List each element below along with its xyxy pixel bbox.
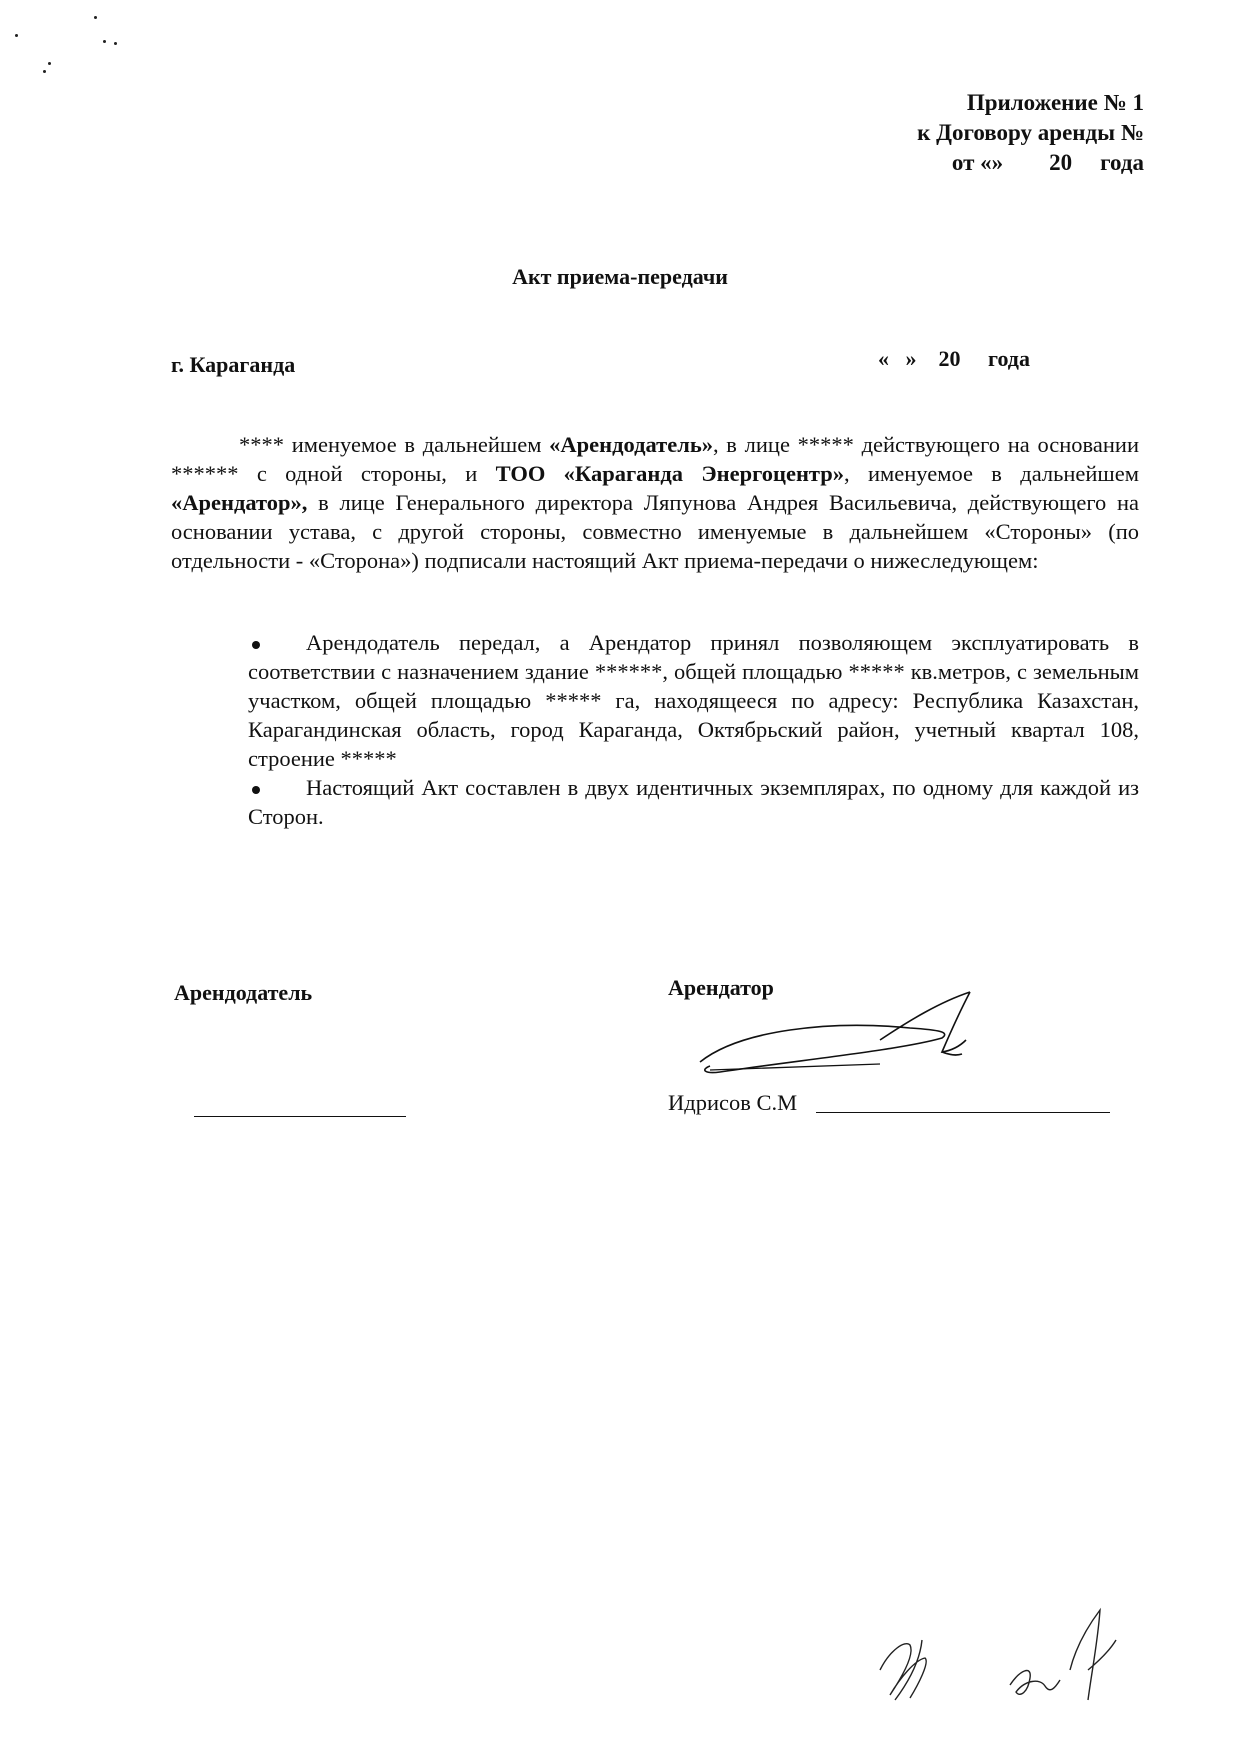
date-quotes: « »	[878, 346, 917, 371]
list-item-text: Арендодатель передал, а Арендатор принял позволяющем эксплуатировать в соответствии с назначением здание ******, общей площадью ***** кв.метров, с земельным участком, общей площадью ***** га, находящееся по адресу: Республика Казахстан, Карагандинская область, город Караганда, Октябрьский район, учетный квартал 108, строение *****	[248, 630, 1139, 771]
preamble-paragraph	[171, 430, 1139, 575]
lessee-signatory-name: Идрисов С.М	[668, 1090, 798, 1115]
appendix-line-3	[917, 148, 1144, 178]
terms-list	[248, 628, 1139, 831]
city: г. Караганда	[171, 352, 296, 377]
date-year: 20	[938, 346, 961, 371]
appendix-header	[917, 88, 1144, 178]
appendix-line-2: к Договору аренды №	[917, 120, 1144, 145]
bullet-icon	[252, 641, 260, 649]
appendix-date-prefix: от «»	[951, 150, 1004, 175]
lessor-term: «Арендодатель»	[549, 432, 713, 457]
list-item	[248, 773, 1139, 831]
list-item	[248, 628, 1139, 773]
lessor-signature-label: Арендодатель	[174, 980, 313, 1005]
document-date	[878, 346, 1030, 372]
bullet-icon	[252, 786, 260, 794]
page-initials-icon	[860, 1600, 1150, 1720]
preamble-part-2: , в лице ***** действующего на основании ****** с одной стороны, и	[171, 432, 1139, 486]
company-name: ТОО «Караганда Энергоцентр»	[495, 461, 844, 486]
lessee-signature-label: Арендатор	[668, 975, 774, 1000]
lessor-signature-line	[194, 1116, 406, 1117]
appendix-date-year: 20	[1049, 150, 1073, 175]
lessee-signature-line	[816, 1112, 1110, 1113]
document-title: Акт приема-передачи	[512, 264, 728, 289]
lessee-term: «Арендатор»,	[171, 490, 308, 515]
date-suffix: года	[988, 346, 1030, 371]
list-item-text: Настоящий Акт составлен в двух идентичных экземплярах, по одному для каждой из Сторон.	[248, 775, 1139, 829]
preamble-part-3: , именуемое в дальнейшем	[844, 461, 1139, 486]
preamble-part-1: **** именуемое в дальнейшем	[239, 432, 550, 457]
lessee-handwritten-signature	[680, 990, 1010, 1090]
appendix-date-suffix: года	[1100, 150, 1144, 175]
preamble-part-4: в лице Генерального директора Ляпунова Андрея Васильевича, действующего на основании устава, с другой стороны, совместно именуемые в дальнейшем «Стороны» (по отдельности - «Сторона») подписали настоящий Акт приема-передачи о нижеследующем:	[171, 490, 1139, 573]
appendix-line-1: Приложение № 1	[966, 90, 1144, 115]
